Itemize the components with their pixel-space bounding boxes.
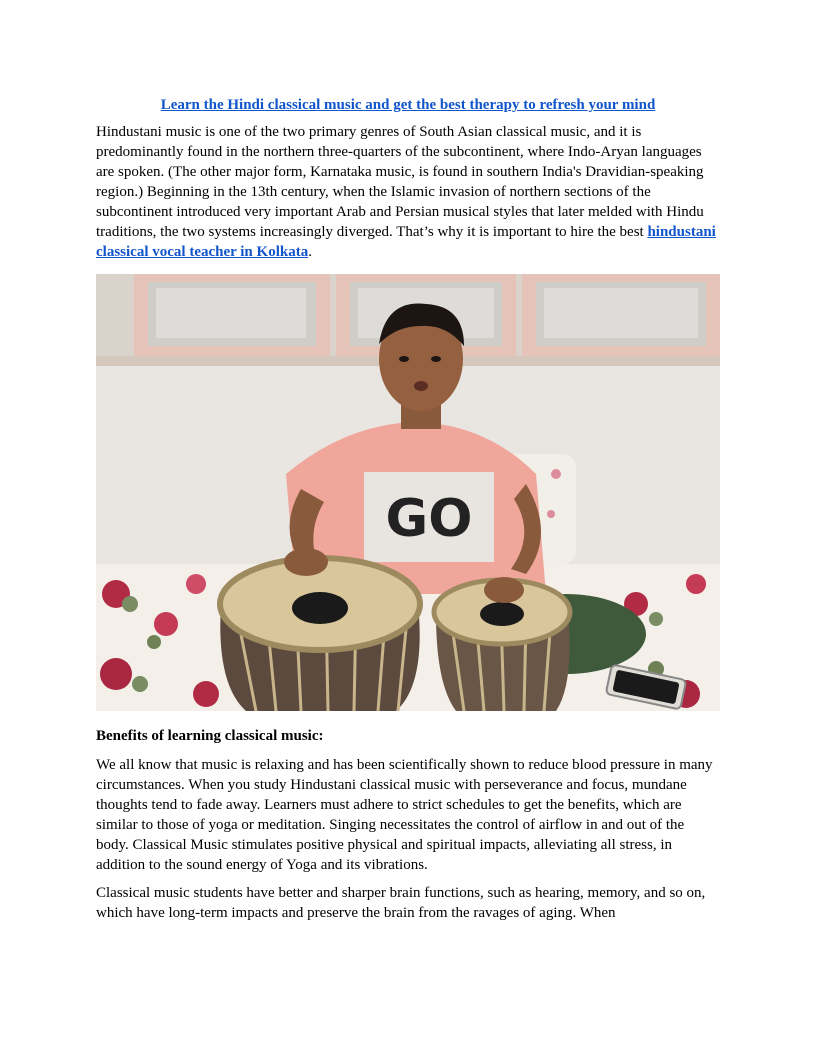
- document-page: [96, 96, 720, 931]
- intro-paragraph: [96, 122, 720, 262]
- tabla-photo: [96, 274, 720, 711]
- brain-paragraph: Classical music students have better and sharper brain functions, such as hearing, memory, and so on, which have long-term impacts and preserve the brain from the ravages of aging. When: [96, 885, 706, 921]
- intro-end: .: [308, 244, 312, 260]
- shirt-text: GO: [385, 489, 473, 549]
- title-link[interactable]: Learn the Hindi classical music and get the best therapy to refresh your mind: [160, 97, 656, 113]
- benefits-paragraph: We all know that music is relaxing and has been scientifically shown to reduce blood pressure in many circumstances. When you study Hindustani classical music with perseverance and focus, mundane thoughts tend to fade away. Learners must adhere to strict schedules to get the benefits, which are similar to those of yoga or meditation. Singing necessitates the control of airflow in and out of the body. Classical Music stimulates positive physical and spiritual impacts, alleviating all stress, in addition to the sound energy of Yoga and its vibrations.: [96, 757, 713, 873]
- benefits-heading: Benefits of learning classical music:: [96, 728, 324, 744]
- tabla-left: [220, 558, 420, 711]
- teacher-link[interactable]: hindustani classical vocal teacher in Kolkata: [96, 224, 716, 260]
- title-line: [96, 96, 720, 114]
- intro-text: Hindustani music is one of the two primary genres of South Asian classical music, and it is predominantly found in the northern three-quarters of the subcontinent, where Indo-Aryan languages are spoken. (The other major form, Karnataka music, is found in southern India's Dravidian-speaking region.) Beginning in the 13th century, when the Islamic invasion of northern sections of the subcontinent introduced very important Arab and Persian musical styles that later melded with Hindu traditions, the two systems increasingly diverged. That’s why it is important to hire the best: [96, 124, 704, 240]
